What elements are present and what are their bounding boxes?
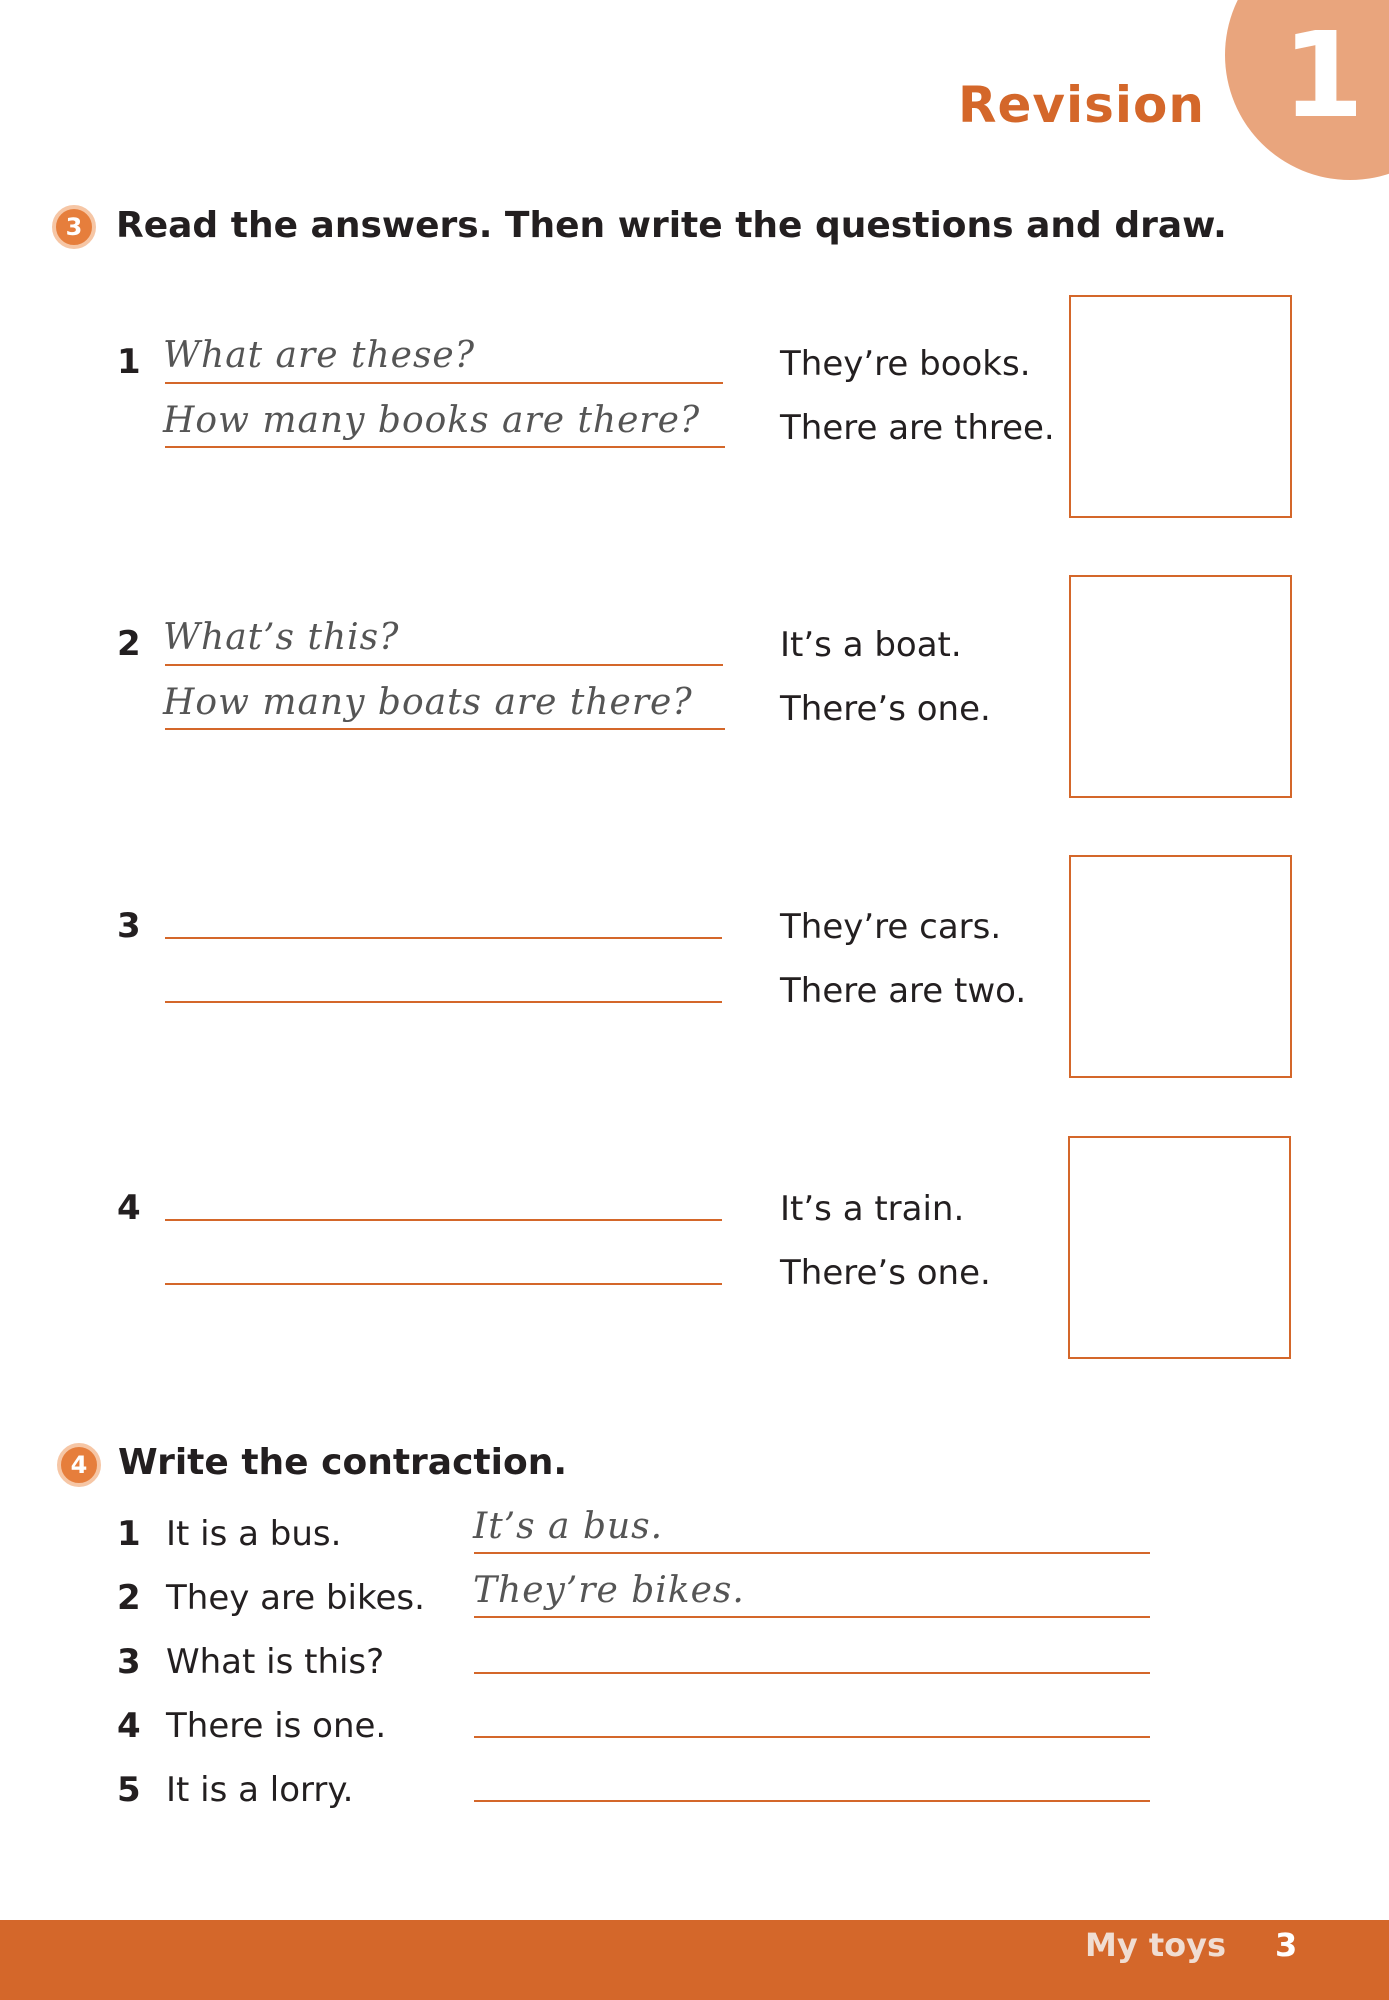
ex3-item-4-line-1[interactable] [165,1219,722,1221]
footer-unit-title: My toys [1085,1926,1227,1964]
ex4-item-2-answer: They’re bikes. [473,1570,745,1611]
exercise-4-instruction: Write the contraction. [118,1442,567,1483]
ex3-item-3-answer-1: They’re cars. [780,907,1002,947]
ex3-item-3-line-1[interactable] [165,937,722,939]
ex3-item-4-answer-1: It’s a train. [780,1189,965,1229]
ex3-item-3-answer-2: There are two. [780,971,1027,1011]
ex3-item-1-line-1[interactable] [165,382,723,384]
ex3-item-2-answer-2: There’s one. [780,689,991,729]
ex3-item-1-question-2: How many books are there? [163,400,701,441]
ex4-item-3-line[interactable] [474,1672,1150,1674]
page-number: 3 [1275,1926,1298,1964]
ex3-item-4-line-2[interactable] [165,1283,722,1285]
ex3-item-1-drawing-box[interactable] [1069,295,1292,518]
ex3-item-4-answer-2: There’s one. [780,1253,991,1293]
ex4-item-2-line[interactable] [474,1616,1150,1618]
ex4-item-5-number: 5 [117,1770,141,1810]
ex4-item-5-sentence: It is a lorry. [166,1770,354,1810]
exercise-3-badge: 3 [52,205,96,249]
ex3-item-4-number: 4 [117,1188,141,1228]
ex3-item-3-number: 3 [117,906,141,946]
ex3-item-3-line-2[interactable] [165,1001,722,1003]
ex3-item-1-answer-1: They’re books. [780,344,1031,384]
exercise-3-instruction: Read the answers. Then write the questions and draw. [116,205,1227,246]
ex4-item-3-sentence: What is this? [166,1642,385,1682]
ex3-item-2-number: 2 [117,624,141,664]
ex3-item-1-answer-2: There are three. [780,408,1055,448]
ex4-item-2-number: 2 [117,1578,141,1618]
ex4-item-1-answer: It’s a bus. [473,1506,664,1547]
ex3-item-4-drawing-box[interactable] [1068,1136,1291,1359]
ex3-item-2-line-2[interactable] [165,728,725,730]
ex3-item-1-line-2[interactable] [165,446,725,448]
ex3-item-2-question-1: What’s this? [163,617,400,658]
ex4-item-2-sentence: They are bikes. [166,1578,425,1618]
page-title: Revision [958,76,1205,134]
ex3-item-1-number: 1 [117,342,141,382]
ex4-item-1-sentence: It is a bus. [166,1514,342,1554]
exercise-4-badge: 4 [57,1443,101,1487]
ex3-item-2-line-1[interactable] [165,664,723,666]
ex3-item-2-answer-1: It’s a boat. [780,625,962,665]
ex4-item-4-sentence: There is one. [166,1706,387,1746]
ex4-item-5-line[interactable] [474,1800,1150,1802]
ex4-item-1-number: 1 [117,1514,141,1554]
unit-number: 1 [1282,6,1365,144]
ex3-item-1-question-1: What are these? [163,335,476,376]
ex3-item-2-question-2: How many boats are there? [163,682,693,723]
ex3-item-2-drawing-box[interactable] [1069,575,1292,798]
ex4-item-4-number: 4 [117,1706,141,1746]
ex4-item-4-line[interactable] [474,1736,1150,1738]
ex4-item-3-number: 3 [117,1642,141,1682]
ex4-item-1-line[interactable] [474,1552,1150,1554]
ex3-item-3-drawing-box[interactable] [1069,855,1292,1078]
